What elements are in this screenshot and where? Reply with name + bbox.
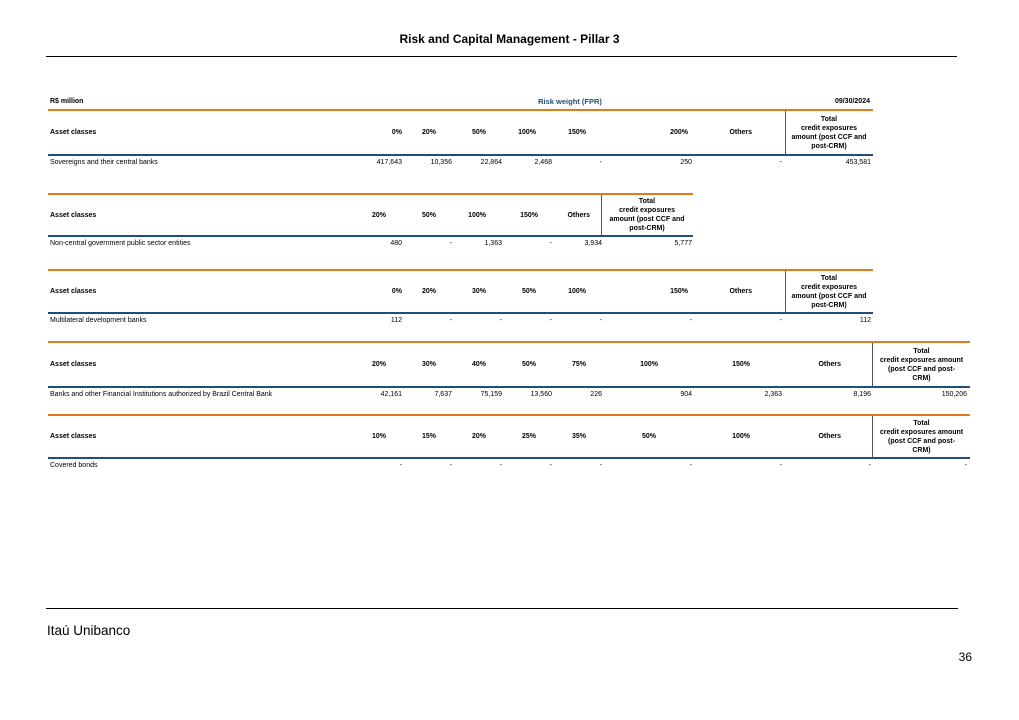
column-header: 150% (732, 361, 750, 368)
table-cell: - (599, 317, 602, 324)
risk-weight-label: Risk weight (FPR) (538, 97, 602, 106)
column-header: 150% (520, 211, 538, 219)
column-header: 20% (471, 433, 486, 440)
column-header: Total credit exposures amount (post CCF and post-CRM) (609, 198, 685, 232)
table-row (48, 390, 970, 400)
table-cell: - (449, 317, 452, 324)
table-header (48, 109, 873, 156)
table-cell: - (689, 317, 692, 324)
table-cell: 226 (590, 391, 602, 398)
column-header: 50% (471, 129, 486, 136)
page-title: Risk and Capital Management - Pillar 3 (399, 32, 620, 46)
column-header: Asset classes (50, 433, 97, 440)
table-cell: 13,560 (530, 391, 552, 398)
table-cell: - (549, 317, 552, 324)
column-header: 100% (568, 288, 586, 295)
currency-unit: R$ million (50, 98, 84, 105)
column-header: 50% (421, 211, 436, 219)
row-label: Banks and other Financial Institutions authorized by Brazil Central Bank (50, 391, 273, 398)
column-header: 150% (568, 129, 586, 136)
table-row (48, 239, 693, 249)
table-cell: - (779, 462, 782, 469)
table-cell: 112 (390, 317, 402, 324)
table-cell: 904 (680, 391, 692, 398)
column-header: Total credit exposures amount (post CCF and post-CRM) (791, 115, 867, 150)
table-header (48, 414, 970, 459)
footer-rule (46, 608, 958, 609)
table-cell: 2,363 (764, 391, 782, 398)
table-cell: - (964, 462, 967, 469)
column-header: 20% (421, 129, 436, 136)
column-header: Total credit exposures amount (post CCF and post- CRM) (879, 419, 964, 454)
column-header: Others (729, 288, 752, 295)
column-header: 50% (641, 433, 656, 440)
column-header: 100% (468, 211, 486, 219)
column-header: Asset classes (50, 129, 97, 136)
column-header: 50% (521, 361, 536, 368)
column-header: Total credit exposures amount (post CCF and post- CRM) (879, 347, 964, 382)
table-cell: 8,196 (853, 391, 871, 398)
table-cell: - (599, 159, 602, 166)
table-cell: 480 (390, 240, 402, 247)
table-cell: - (689, 462, 692, 469)
row-label: Multilateral development banks (50, 317, 147, 324)
column-header: Others (729, 129, 752, 136)
table-header (48, 341, 970, 388)
table-cell: 10,356 (430, 159, 452, 166)
table-cell: - (399, 462, 402, 469)
column-header: 10% (371, 433, 386, 440)
table-cell: 22,864 (480, 159, 502, 166)
table-row (48, 461, 970, 471)
column-header: 150% (670, 288, 688, 295)
column-header: 0% (391, 129, 402, 136)
table-cell: 3,934 (584, 240, 602, 247)
table-cell: 7,637 (434, 391, 452, 398)
row-label: Non-central government public sector entities (50, 240, 191, 247)
table-cell: - (449, 240, 452, 247)
column-header: 30% (471, 288, 486, 295)
column-header: Others (818, 361, 841, 368)
report-date: 09/30/2024 (834, 98, 870, 105)
row-label: Sovereigns and their central banks (50, 159, 158, 166)
table-cell: 2,468 (534, 159, 552, 166)
table-cell: - (868, 462, 871, 469)
column-header: 50% (521, 288, 536, 295)
column-header: 20% (371, 361, 386, 368)
table-row (48, 316, 873, 326)
column-header: 100% (518, 129, 536, 136)
table-cell: 150,206 (941, 391, 967, 398)
column-header: 100% (732, 433, 750, 440)
table-cell: 1,363 (484, 240, 502, 247)
table-row (48, 158, 873, 168)
table-cell: 75,159 (480, 391, 502, 398)
footer-brand: Itaú Unibanco (47, 623, 131, 638)
column-header: 15% (421, 433, 436, 440)
table-cell: - (499, 462, 502, 469)
table-cell: - (549, 240, 552, 247)
table-cell: - (779, 317, 782, 324)
column-header: 40% (471, 361, 486, 368)
table-header (48, 193, 693, 237)
column-header: 0% (391, 288, 402, 295)
table-cell: 250 (680, 159, 692, 166)
column-header: Asset classes (50, 288, 97, 295)
column-header: 20% (371, 211, 386, 219)
column-header: Asset classes (50, 361, 97, 368)
table-cell: 5,777 (674, 240, 692, 247)
column-header: 20% (421, 288, 436, 295)
row-label: Covered bonds (50, 462, 98, 469)
column-header: 100% (640, 361, 658, 368)
column-header: Asset classes (50, 211, 97, 219)
page-number: 36 (958, 650, 972, 664)
column-header: Total credit exposures amount (post CCF and post-CRM) (791, 274, 867, 309)
table-cell: - (599, 462, 602, 469)
table-cell: - (449, 462, 452, 469)
column-header: 75% (571, 361, 586, 368)
table-cell: 453,581 (845, 159, 871, 166)
column-header: 35% (571, 433, 586, 440)
table-cell: - (549, 462, 552, 469)
table-cell: 417,643 (376, 159, 402, 166)
column-header: Others (818, 433, 841, 440)
column-header: 25% (521, 433, 536, 440)
column-header: 200% (670, 129, 688, 136)
table-cell: - (499, 317, 502, 324)
column-header: Others (567, 211, 590, 219)
table-cell: - (779, 159, 782, 166)
table-header (48, 269, 873, 314)
table-cell: 42,161 (380, 391, 402, 398)
column-header: 30% (421, 361, 436, 368)
header-rule (46, 56, 957, 57)
table-cell: 112 (859, 317, 871, 324)
